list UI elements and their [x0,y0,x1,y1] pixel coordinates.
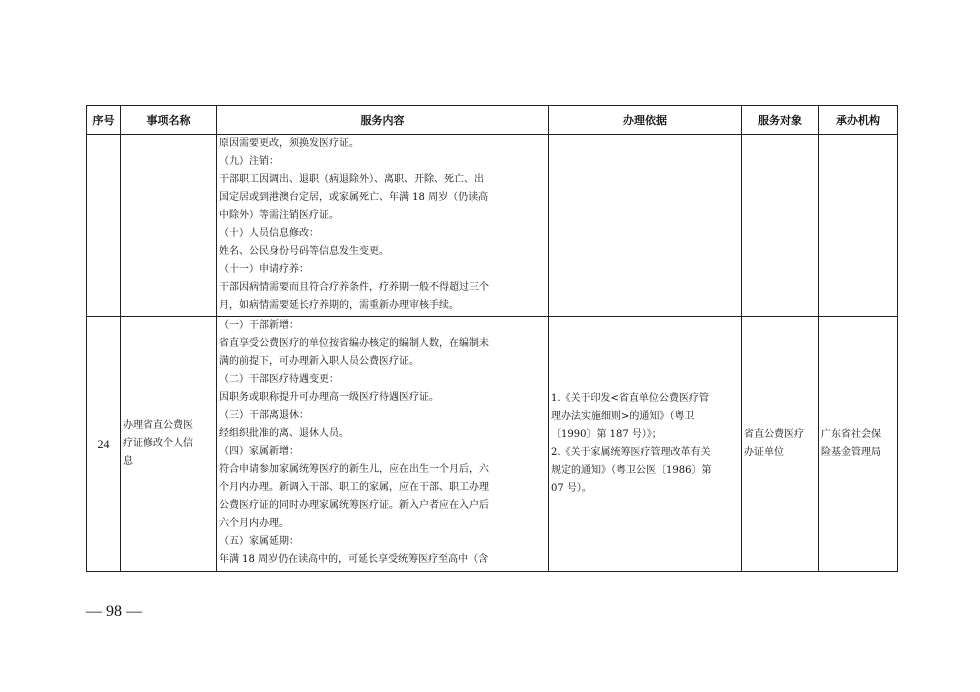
content-line: （十）人员信息修改： [219,228,319,239]
content-line: 原因需要更改，须换发医疗证。 [219,138,359,149]
content-line: （二）干部医疗待遇变更： [219,374,339,385]
content-line: （四）家属新增： [219,446,299,457]
header-organization: 承办机构 [819,106,898,135]
header-service-target: 服务对象 [742,106,819,135]
header-service-content: 服务内容 [217,106,549,135]
content-line: 姓名、公民身份号码等信息发生变更。 [219,246,389,257]
content-line: 六个月内办理。 [219,518,289,529]
header-item-name: 事项名称 [121,106,217,135]
content-line: 月，如病情需要延长疗养期的，需重新办理审核手续。 [219,300,459,311]
header-basis: 办理依据 [549,106,742,135]
basis-line: 规定的通知》（粤卫公医〔1986〕第 [551,465,712,476]
header-number: 序号 [87,106,121,135]
content-line: 个月内办理。新调入干部、职工的家属，应在干部、职工办理 [219,482,489,493]
item-name-cell [121,317,217,572]
basis-cell [549,135,742,317]
content-line: 干部因病情需要而且符合疗养条件，疗养期一般不得超过三个 [219,282,489,293]
organization-line: 险基金管理局 [821,447,881,458]
basis-line: 1.《关于印发<省直单位公费医疗管 [551,393,709,404]
content-line: （五）家属延期： [219,536,299,547]
table-row [87,317,898,572]
content-line: （一）干部新增： [219,320,299,331]
service-content-cell [217,135,549,317]
content-line: （九）注销： [219,156,279,167]
content-line: 经组织批准的离、退休人员。 [219,428,349,439]
organization-cell [819,317,898,572]
content-line: 公费医疗证的同时办理家属统筹医疗证。新入户者应在入户后 [219,500,489,511]
content-line: 国定居或到港澳台定居，或家属死亡、年满 18 周岁（仍读高 [219,192,489,203]
content-line: 年满 18 周岁仍在读高中的，可延长享受统筹医疗至高中（含 [219,554,489,565]
item-name-line: 疗证修改个人信 [123,438,193,449]
row-number [87,135,121,317]
basis-line: 2.《关于家属统筹医疗管理改革有关 [551,447,711,458]
row-number: 24 [87,317,121,572]
organization-line: 广东省社会保 [821,429,881,440]
item-name-line: 办理省直公费医 [123,420,193,431]
page-number: — 98 — [86,603,142,620]
table-row [87,135,898,317]
target-line: 办证单位 [744,447,784,458]
content-line: （三）干部离退休： [219,410,309,421]
content-line: 符合申请参加家属统筹医疗的新生儿，应在出生一个月后，六 [219,464,489,475]
target-line: 省直公费医疗 [744,429,804,440]
content-line: 省直享受公费医疗的单位按省编办核定的编制人数，在编制未 [219,338,489,349]
content-line: 干部职工因调出、退职（病退除外）、离职、开除、死亡、出 [219,174,484,185]
item-name-cell [121,135,217,317]
basis-line: 理办法实施细则>的通知》（粤卫 [551,411,695,422]
content-line: 中除外）等需注销医疗证。 [219,210,339,221]
service-target-cell [742,135,819,317]
content-line: 因职务或职称提升可办理高一级医疗待遇医疗证。 [219,392,439,403]
service-target-cell [742,317,819,572]
service-content-cell [217,317,549,572]
basis-line: 07 号）。 [551,483,592,494]
content-line: （十一）申请疗养： [219,264,309,275]
table-header-row [87,106,898,135]
basis-cell [549,317,742,572]
service-table [86,105,898,572]
basis-line: 〔1990〕第 187 号）》； [551,429,662,440]
organization-cell [819,135,898,317]
content-line: 满的前提下，可办理新入职人员公费医疗证。 [219,356,419,367]
item-name-line: 息 [123,456,133,467]
